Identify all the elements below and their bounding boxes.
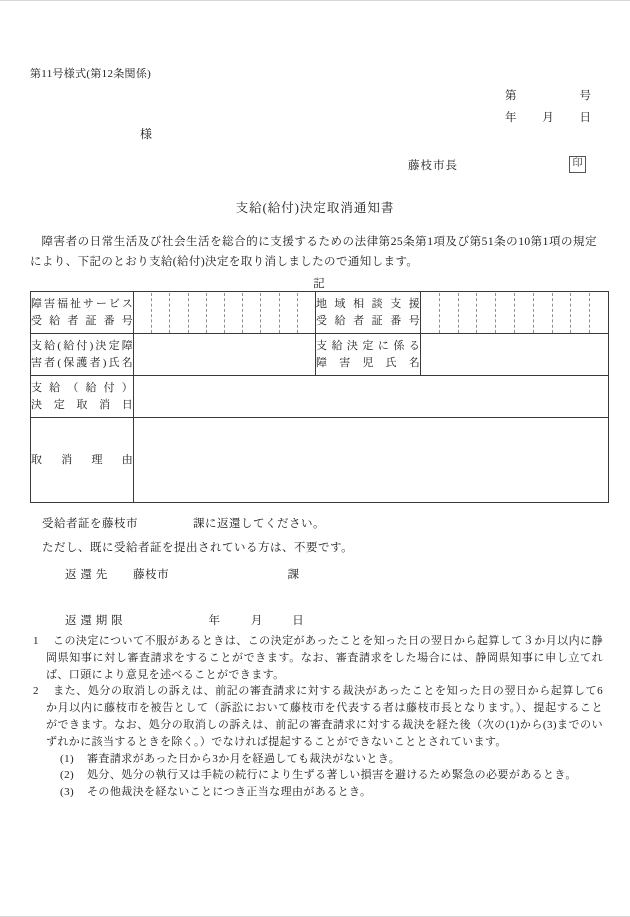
decision-person-name-value[interactable]	[134, 334, 316, 376]
digit-box[interactable]	[188, 293, 206, 333]
digit-box[interactable]	[169, 293, 187, 333]
disabled-child-name-value[interactable]	[421, 334, 609, 376]
label-line: 支給(給付)決定障	[31, 339, 133, 352]
return-line1-pre: 受給者証を藤枝市	[42, 518, 138, 530]
return-instruction-line2: ただし、既に受給者証を提出されている方は、不要です。	[42, 542, 354, 554]
return-line1-post: 課に返還してください。	[193, 518, 325, 530]
return-destination-city: 藤枝市	[133, 569, 170, 581]
subnote-number: (1)	[60, 752, 75, 765]
digit-box[interactable]	[279, 293, 297, 333]
return-destination-label: 返 還 先	[65, 569, 108, 581]
subnote-text: 処分、処分の執行又は手続の続行により生ずる著しい損害を避けるため緊急の必要があるとき。	[87, 769, 577, 782]
cancellation-table	[30, 291, 609, 503]
subnote-number: (3)	[60, 786, 75, 799]
label-line: 支給決定に係る	[316, 339, 420, 352]
note-text: この決定について不服があるときは、この決定があったことを知った日の翌日から起算して３か月以内に静岡県知事に対し審査請求をすることができます。なお、審査請求をした場合には、静岡県知事に申し立てれば、口頭により意見を述べることができます。	[46, 635, 603, 681]
digit-box[interactable]	[151, 293, 169, 333]
note-item	[33, 633, 603, 683]
cancel-reason-label	[31, 418, 134, 503]
date-year-label: 年	[505, 112, 517, 124]
deadline-day-label: 日	[292, 615, 305, 627]
digit-box[interactable]	[458, 293, 477, 333]
doc-number-suffix: 号	[579, 90, 591, 102]
return-instruction-line1	[42, 515, 325, 531]
document-number-line	[505, 87, 591, 103]
digit-box[interactable]	[589, 293, 608, 333]
community-support-number-value[interactable]	[421, 292, 609, 334]
issue-date-line	[505, 109, 591, 125]
subnote-item	[60, 784, 603, 801]
table-row	[31, 292, 609, 334]
label-line: 決定取消日	[31, 398, 133, 411]
subnote-item	[60, 751, 603, 768]
appeal-notes	[33, 633, 603, 801]
issuer-mayor: 藤枝市長	[408, 160, 458, 172]
decision-person-name-label	[31, 334, 134, 376]
digit-box[interactable]	[421, 293, 439, 333]
record-marker: 記	[313, 278, 325, 290]
digit-box[interactable]	[570, 293, 589, 333]
digit-box[interactable]	[206, 293, 224, 333]
digit-box[interactable]	[476, 293, 495, 333]
subnote-item	[60, 767, 603, 784]
digit-box[interactable]	[134, 293, 151, 333]
label-line: 障害福祉サービス	[31, 297, 133, 310]
note-item	[33, 683, 603, 750]
subnote-text: その他裁決を経ないことにつき正当な理由があるとき。	[87, 786, 372, 799]
deadline-month-label: 月	[250, 615, 263, 627]
community-support-number-boxes[interactable]	[421, 293, 608, 333]
label-line: 受給者証番号	[31, 314, 133, 327]
body-paragraph: 障害者の日常生活及び社会生活を総合的に支援するための法律第25条第1項及び第51条の10第1項の規定により、下記のとおり支給(給付)決定を取り消しましたので通知します。	[30, 236, 597, 268]
return-destination-suffix: 課	[287, 569, 300, 581]
digit-box[interactable]	[242, 293, 260, 333]
subnote-number: (2)	[60, 769, 75, 782]
community-support-number-label	[316, 292, 421, 334]
seal-mark: 印	[569, 156, 586, 173]
label-line: 受給者証番号	[316, 314, 420, 327]
document-title: 支給(給付)決定取消通知書	[235, 201, 395, 215]
digit-box[interactable]	[533, 293, 552, 333]
digit-box[interactable]	[514, 293, 533, 333]
form-number: 第11号様式(第12条関係)	[30, 68, 152, 80]
return-destination-line	[65, 566, 300, 582]
deadline-year-label: 年	[208, 615, 221, 627]
return-deadline-line	[65, 612, 304, 628]
digit-box[interactable]	[224, 293, 242, 333]
date-month-label: 月	[542, 112, 554, 124]
digit-box[interactable]	[495, 293, 514, 333]
service-recipient-number-boxes[interactable]	[134, 293, 315, 333]
service-recipient-number-label	[31, 292, 134, 334]
note-text: また、処分の取消しの訴えは、前記の審査請求に対する裁決があったことを知った日の翌日から起算して6か月以内に藤枝市を被告として（訴訟において藤枝市を代表する者は藤枝市長となります。）、提起することができます。なお、処分の取消しの訴えは、前記の審査請求に対する裁決を経た後（次の(1)から(3)までのいずれかに該当するときを除く。）でなければ提起することができないこととされています。	[46, 685, 603, 748]
label-line: 害者(保護者)氏名	[31, 356, 133, 369]
digit-box[interactable]	[297, 293, 315, 333]
cancel-date-value[interactable]	[134, 376, 609, 418]
digit-box[interactable]	[260, 293, 278, 333]
subnote-text: 審査請求があった日から3か月を経過しても裁決がないとき。	[87, 752, 401, 765]
table-row	[31, 376, 609, 418]
cancel-date-label	[31, 376, 134, 418]
label-line: 支給（給付）	[31, 381, 133, 394]
label-line: 取消理由	[31, 453, 133, 466]
table-row	[31, 418, 609, 503]
label-line: 障害児氏名	[316, 356, 420, 369]
note-number: 2	[33, 685, 39, 698]
digit-box[interactable]	[552, 293, 571, 333]
label-line: 地域相談支援	[316, 297, 420, 310]
table-row	[31, 334, 609, 376]
service-recipient-number-value[interactable]	[134, 292, 316, 334]
doc-number-prefix: 第	[505, 90, 517, 102]
disabled-child-name-label	[316, 334, 421, 376]
digit-box[interactable]	[439, 293, 458, 333]
cancel-reason-value[interactable]	[134, 418, 609, 503]
date-day-label: 日	[579, 112, 591, 124]
note-number: 1	[33, 635, 39, 647]
return-deadline-label: 返 還 期 限	[65, 615, 124, 627]
addressee-honorific: 様	[140, 127, 153, 141]
